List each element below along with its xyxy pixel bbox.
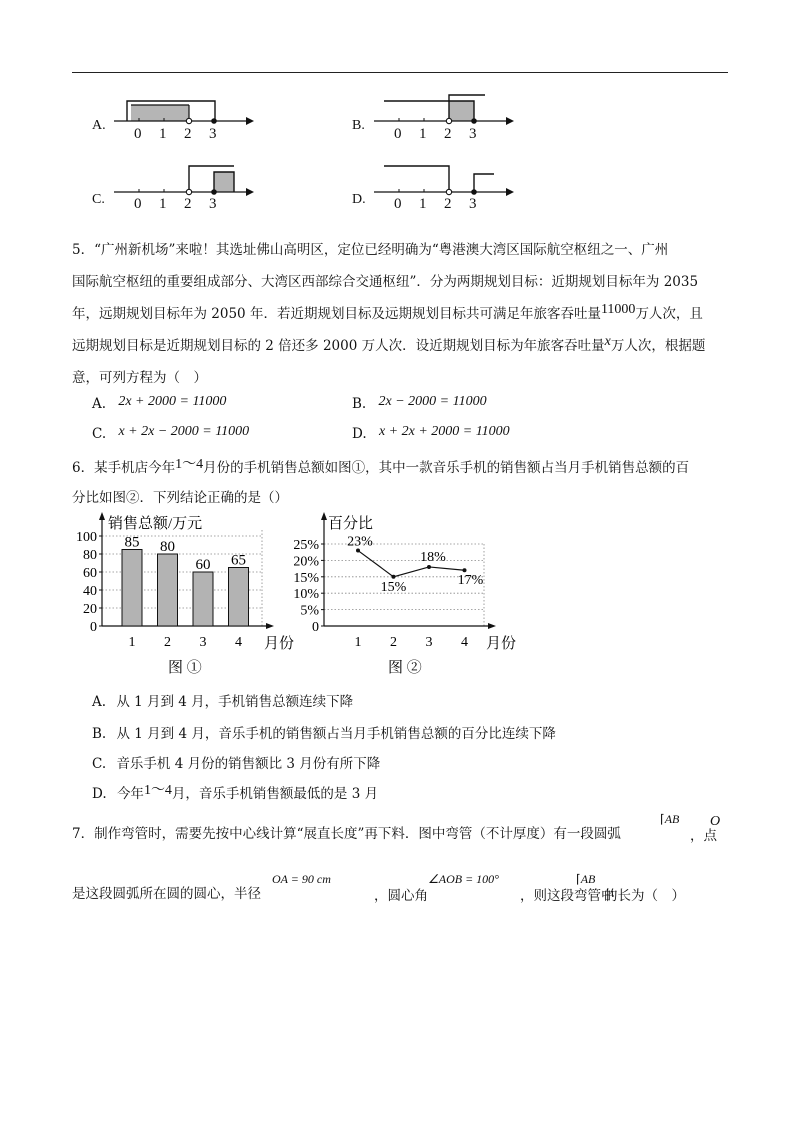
tick-label: 3: [209, 126, 217, 142]
q5-text: 万人次，且: [635, 306, 703, 322]
q5-option-c[interactable]: [92, 426, 249, 443]
q6-text-line: 分比如图②．下列结论正确的是（）: [72, 490, 288, 506]
q7-text-line: 7．制作弯管时，需要先按中心线计算“展直长度”再下料．图中弯管（不计厚度）有一段圆弧: [72, 826, 621, 842]
data-label: 60: [195, 557, 211, 573]
y-tick-label: 0: [312, 620, 319, 635]
option-letter: D.: [352, 426, 367, 442]
q5-text-line: 5．“广州新机场”来啦！其选址佛山高明区，定位已经明确为“粤港澳大湾区国际航空枢纽之一、广州: [72, 242, 669, 258]
option-letter: B.: [352, 118, 365, 133]
x-tick-label: 2: [164, 635, 171, 650]
option-letter: A.: [92, 118, 106, 133]
option-equation: 2x − 2000 = 11000: [378, 394, 487, 409]
data-label: 17%: [457, 573, 484, 589]
y-tick-label: 25%: [293, 538, 319, 553]
q6-option-a[interactable]: [92, 690, 353, 710]
y-axis-arrow: [99, 512, 105, 520]
q6-option-c[interactable]: [92, 752, 380, 772]
x-tick-label: 3: [425, 635, 433, 650]
option-text: 从 1 月到 4 月，手机销售总额连续下降: [116, 694, 354, 710]
bar-chart-svg: [60, 508, 295, 678]
q7-radius: OA = 90 cm: [272, 872, 331, 886]
data-label: 18%: [420, 549, 446, 565]
data-label: 65: [231, 552, 246, 569]
header-rule: [72, 72, 728, 73]
y-tick-label: 20%: [293, 554, 319, 570]
y-axis-label: 销售总额/万元: [108, 516, 203, 532]
y-tick-label: 100: [76, 530, 97, 545]
tick-label: 2: [444, 126, 452, 142]
q5-text-line: [72, 304, 703, 325]
option-equation: x + 2x + 2000 = 11000: [378, 424, 510, 439]
option-letter: D.: [352, 192, 366, 207]
y-axis-label: 百分比: [328, 516, 374, 532]
q7-arc-ab: ⌈AB: [576, 872, 596, 886]
q7-text: ，圆心角: [374, 888, 428, 904]
x-axis-arrow: [488, 623, 496, 629]
q6-text: 月份的手机销售总额如图①，其中一款音乐手机的销售额占当月手机销售总额的百: [203, 460, 690, 476]
q6-text-line: [72, 458, 689, 479]
data-label: 23%: [347, 534, 373, 550]
q7-angle: ∠AOB = 100°: [428, 872, 499, 886]
series-line: [358, 551, 465, 577]
x-axis-label: 月份: [486, 636, 517, 652]
x-tick-label: 2: [390, 635, 397, 650]
line-chart: [284, 508, 524, 682]
chart-caption: 图 ②: [388, 660, 422, 676]
q5-text: 万人次，根据题: [610, 338, 706, 354]
q5-number: 11000: [600, 302, 636, 317]
data-label: 15%: [380, 579, 407, 595]
line-chart-svg: [284, 508, 524, 678]
tick-label: 2: [444, 196, 452, 212]
option-text: 今年: [116, 786, 144, 802]
tick-label: 3: [209, 196, 217, 212]
bar: [193, 572, 213, 626]
q5-option-d[interactable]: [352, 426, 510, 443]
q7-point-o: O: [710, 814, 721, 829]
tick-label: 0: [134, 196, 142, 212]
option-letter: B.: [92, 726, 107, 742]
q6-option-d[interactable]: [92, 782, 378, 803]
tick-label: 3: [469, 126, 477, 142]
option-text: 音乐手机 4 月份的销售额比 3 月份有所下降: [116, 756, 381, 772]
option-text: 从 1 月到 4 月，音乐手机的销售额占当月手机销售总额的百分比连续下降: [116, 726, 556, 742]
tick-label: 2: [184, 196, 192, 212]
y-tick-label: 60: [83, 566, 97, 581]
x-axis-arrow: [266, 623, 274, 629]
bar-chart: [60, 508, 295, 682]
q5-text: 远期规划目标是近期规划目标的 2 倍还多 2000 万人次．设近期规划目标为年旅客吞吐量: [72, 338, 605, 354]
data-point: [392, 575, 396, 579]
chart-caption: 图 ①: [168, 660, 202, 676]
data-point: [463, 568, 467, 572]
tick-label: 1: [159, 126, 167, 142]
x-tick-label: 3: [199, 635, 207, 650]
option-letter: C.: [92, 756, 107, 772]
q5-variable: x: [604, 334, 611, 349]
data-label: 85: [124, 534, 140, 551]
y-tick-label: 80: [83, 548, 97, 563]
tick-label: 0: [394, 126, 402, 142]
q7-text: ，则这段弯管中: [520, 888, 615, 904]
q7-text: 的长为（ ）: [604, 888, 685, 904]
q6-text: 6．某手机店今年: [72, 460, 176, 476]
tick-label: 1: [419, 126, 427, 142]
option-letter: A.: [92, 396, 107, 412]
q5-option-b[interactable]: [352, 396, 487, 413]
x-tick-label: 4: [461, 635, 468, 650]
y-tick-label: 0: [90, 620, 97, 635]
q7-text: ，点: [690, 828, 717, 844]
q7-text: 是这段圆弧所在圆的圆心，半径: [72, 886, 261, 902]
tick-label: 0: [394, 196, 402, 212]
option-letter: B.: [352, 396, 367, 412]
q7-text-line: [72, 884, 261, 904]
q5-option-a[interactable]: [92, 396, 226, 413]
option-equation: 2x + 2000 = 11000: [118, 394, 227, 409]
q6-range: 1～4: [175, 457, 204, 472]
option-text: 月，音乐手机销售额最低的是 3 月: [171, 786, 379, 802]
q5-text-line: 意，可列方程为（ ）: [72, 370, 207, 386]
x-axis-label: 月份: [264, 636, 295, 652]
q5-text: 年，远期规划目标年为 2050 年．若近期规划目标及远期规划目标共可满足年旅客吞吐量: [72, 306, 601, 322]
y-tick-label: 40: [83, 584, 97, 599]
q5-text-line: 国际航空枢纽的重要组成部分、大湾区西部综合交通枢纽”．分为两期规划目标：近期规划目标年为 2035: [72, 274, 699, 290]
y-axis-arrow: [321, 512, 327, 520]
y-tick-label: 20: [83, 602, 97, 617]
bar: [158, 554, 178, 626]
option-letter: C.: [92, 426, 107, 442]
tick-label: 1: [419, 196, 427, 212]
y-tick-label: 5%: [300, 603, 319, 619]
option-range: 1～4: [143, 783, 172, 798]
q5-text-line: [72, 336, 705, 357]
option-equation: x + 2x − 2000 = 11000: [118, 424, 250, 439]
tick-label: 3: [469, 196, 477, 212]
option-letter: A.: [92, 694, 107, 710]
option-letter: C.: [92, 192, 105, 207]
q7-arc-ab: ⌈AB: [660, 812, 680, 826]
data-label: 80: [160, 539, 175, 555]
y-tick-label: 15%: [293, 570, 319, 586]
tick-label: 1: [159, 196, 167, 212]
data-point: [427, 565, 431, 569]
tick-label: 2: [184, 126, 192, 142]
x-tick-label: 1: [354, 635, 362, 650]
option-letter: D.: [92, 786, 107, 802]
bar: [122, 550, 142, 627]
q6-option-b[interactable]: [92, 722, 556, 742]
tick-label: 0: [134, 126, 142, 142]
x-tick-label: 4: [235, 635, 242, 650]
y-tick-label: 10%: [293, 587, 319, 603]
bar: [229, 568, 249, 627]
x-tick-label: 1: [128, 635, 136, 650]
